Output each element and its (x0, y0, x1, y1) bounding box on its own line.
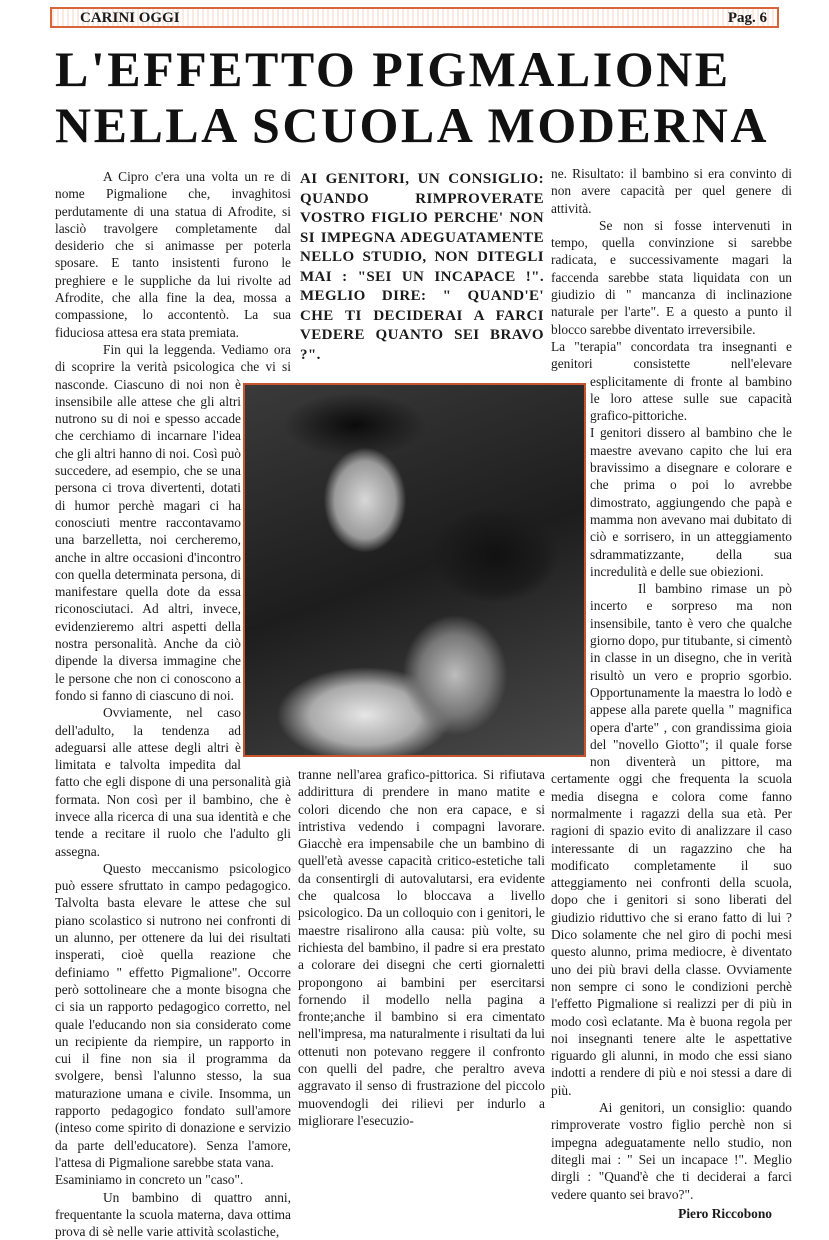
paragraph: Ai genitori, un consiglio: quando rimproverate vostro figlio perchè non si impegna adeguatamente nello studio, non ditegli mai : " Sei un incapace !". Meglio dirgli : "Quand'è che ti deciderai a farci vedere quanto sei bravo?". (551, 1100, 792, 1202)
article-column-2 (298, 766, 545, 1129)
paragraph: Fin qui la leggenda. Vediamo ora di scoprire la verità psicologica che vi si nasconde. Ciascuno di noi non è insensibile alle attese che gli altri nutrono su di noi e spesso accade che cerchiamo di incarnare l'idea che gli altri hanno di noi. Così può succedere, ad esempio, che se una persona ci trova divertenti, dotati di humor perchè magari ci ha conosciuti mentre raccontavamo una barzelletta, noi cercheremo, anche in altre occasioni d'incontro con quella determinata persona, di manifestare quella dote da essa riconosciutaci. Ad altri, invece, evidenzieremo altri aspetti della nostra personalità. Anche da ciò dipende la diversa immagine che le persone che non ci conoscono a fondo si fanno di ciascuno di noi. (55, 341, 291, 703)
page-number: Pag. 6 (727, 10, 767, 26)
headline-line-1: L'EFFETTO PIGMALIONE (55, 41, 731, 97)
paragraph: Se non si fosse intervenuti in tempo, quella convinzione si sarebbe radicata, e successivamente magari la faccenda sarebbe stata liquidata con un giudizio di " mancanza di inclinazione naturale per l'arte". E a questo a punto il blocco sarebbe diventato irreversibile. (551, 217, 792, 337)
paragraph: tranne nell'area grafico-pittorica. Si rifiutava addirittura di prendere in mano matite e colori dicendo che non era capace, e si intristiva vedendo i compagni lavorare. Giacchè era impensabile che un bambino di quell'età avesse capacità critico-estetiche tali da consentirgli di autovalutarsi, era evidente che qualcosa lo bloccava a livello psicologico. Da un colloquio con i genitori, le maestre risalirono alla causa: più volte, su richiesta del bambino, il padre si era prestato a colorare dei disegni che certi giornaletti propongono ai bambini per esercitarsi fornendo il modello nella pagina a fronte;anche il bambino si era cimentato nell'impresa, ma naturalmente i risultati da lui ottenuti non potevano reggere il confronto con quelli del padre, che peraltro aveva aggravato il senso di frustrazione del piccolo muovendogli dei rilievi per indurlo a migliorare l'esecuzio- (298, 767, 545, 1128)
publication-name: CARINI OGGI (80, 10, 180, 26)
photo-children-drawing (243, 383, 586, 757)
page-header (50, 7, 779, 28)
paragraph: Ovviamente, nel caso dell'adulto, la tendenza ad adeguarsi alle attese degli altri è limitata e talvolta impedita dal fatto che egli dispone di una personalità già formata. Non così per il bambino, che è invece alla ricerca di una sua identità e che tende a recitare il ruolo che l'adulto gli assegna. (55, 705, 291, 859)
article-column-3 (551, 165, 792, 1222)
paragraph: I genitori dissero al bambino che le maestre avevano capito che lui era bravissimo a disegnare e colorare e che prima o poi lo avrebbe dimostrato, aggiungendo che papà e mamma non avevano mai dubitato di ciò e sorrisero, in un atteggiamento sdrammatizzante, della sua incredulità e delle sue obiezioni. (590, 425, 792, 579)
paragraph: Esaminiamo in concreto un "caso". (55, 1172, 244, 1188)
paragraph: Un bambino di quattro anni, frequentante la scuola materna, dava ottima prova di sè nelle varie attività scolastiche, (55, 1189, 291, 1240)
paragraph: ne. Risultato: il bambino si era convinto di non avere capacità per quel genere di attività. (551, 166, 792, 216)
headline-line-2: NELLA SCUOLA MODERNA (55, 97, 769, 153)
paragraph: La "terapia" concordata tra insegnanti e genitori consistette nell'elevare esplicitamente di fronte al bambino le loro attese sulle sue capacità grafico-pittoriche. (551, 338, 792, 424)
paragraph: Questo meccanismo psicologico può essere sfruttato in campo pedagogico. Talvolta basta elevare le attese che sul piano scolastico si nutrono nei confronti di un alunno, per ottenere da lui dei risultati insperati, cioè quella reazione che definiamo " effetto Pigmalione". Occorre però sottolineare che a monte bisogna che ci sia un rapporto pedagogico corretto, nel quale l'educando non sia considerato come un recipiente da riempire, un rapporto in cui il fine non sia il programma da svolgere, bensì l'alunno stesso, la sua maturazione umana e civile. Insomma, un rapporto pedagogico fondato sull'amore (inteso come spirito di donazione e servizio da parte dell'educatore). Senza l'amore, l'attesa di Pigmalione sarebbe stata vana. (55, 860, 291, 1170)
author-signature: Piero Riccobono (678, 1205, 772, 1221)
pull-quote: AI GENITORI, UN CONSIGLIO: QUANDO RIMPROVERATE VOSTRO FIGLIO PERCHE' NON SI IMPEGNA ADEGUATAMENTE NELLO STUDIO, NON DITEGLI MAI : "SEI UN INCAPACE !". MEGLIO DIRE: " QUAND'E' CHE TI DECIDERAI A FARCI VEDERE QUANTO SEI BRAVO ?". (300, 171, 544, 363)
paragraph: A Cipro c'era una volta un re di nome Pigmalione che, invaghitosi perdutamente di una statua di Afrodite, si lasciò travolgere completamente dal desiderio che si animasse per poterla sposare. E tanto insistenti furono le preghiere e le suppliche da lui rivolte ad Afrodite, che alla fine la dea, mossa a compassione, lo accontentò. La sua fiduciosa attesa era stata premiata. (55, 169, 291, 340)
paragraph: Il bambino rimase un pò incerto e sorpreso ma non insensibile, tanto è vero che qualche giorno dopo, pur titubante, si cimentò in classe in un disegno, che in verità risultò un vero e proprio sgorbio. Opportunamente la maestra lo lodò e appese alla parete quella " magnifica opera d'arte" , con grandissima gioia del "novello Giotto"; il quale forse non diventerà un pittore, ma certamente oggi che frequenta la scuola media disegna e colora come fanno normalmente i ragazzi della sua età. Per ragioni di spazio evito di analizzare il caso interessante di un ragazzino che ha modificato completamente il suo atteggiamento nei confronti della scuola, dopo che i genitori si sono liberati del giudizio riduttivo che si erano fatto di lui ? Dico solamente che nel giro di pochi mesi questo alunno, prima mediocre, è diventato uno dei più bravi della classe. Ovviamente non sempre ci sono le condizioni perchè l'effetto Pigmalione si realizzi per di più in modo così eclatante. Ma è buona regola per noi insegnanti tenere alte le aspettative riguardo gli alunni, in modo che essi siano indotti a rendere di più e noi stessi a dare di più. (551, 581, 792, 1098)
